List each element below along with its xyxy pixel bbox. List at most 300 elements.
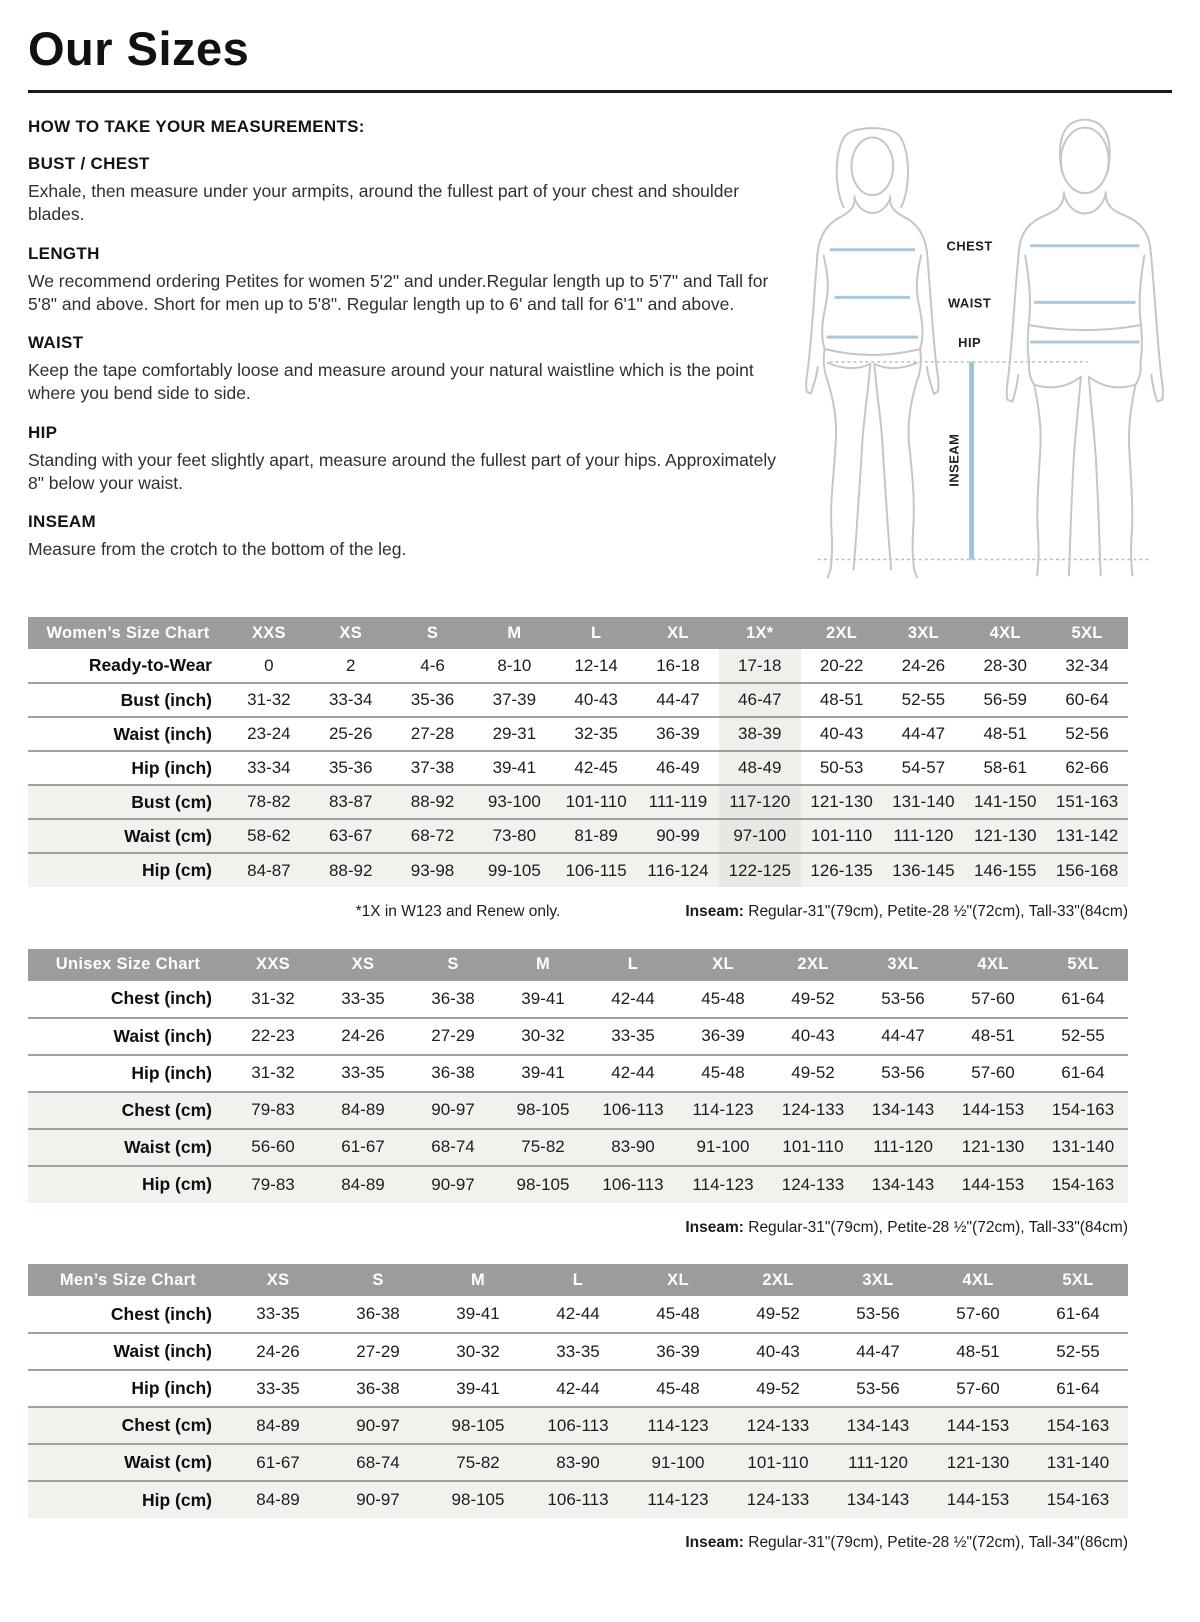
size-value-cell: 42-44 bbox=[611, 988, 655, 1008]
instructions-heading: HOW TO TAKE YOUR MEASUREMENTS: bbox=[28, 117, 365, 137]
size-value-cell: 62-66 bbox=[1046, 751, 1128, 785]
unisex-size-chart bbox=[28, 949, 1128, 1203]
size-value-cell: 101-110 bbox=[728, 1444, 828, 1481]
size-value-cell: 106-115 bbox=[555, 853, 637, 887]
size-value-cell: 68-74 bbox=[328, 1444, 428, 1481]
size-value-cell: 146-155 bbox=[964, 853, 1046, 887]
instruction-sections bbox=[28, 154, 780, 561]
size-value-cell: 48-51 bbox=[928, 1333, 1028, 1370]
body-measurement-diagram bbox=[780, 109, 1197, 587]
instruction-title: WAIST bbox=[28, 333, 84, 353]
footnote-inseam: Inseam: Regular-31"(79cm), Petite-28 ½"(72cm), Tall-34"(86cm) bbox=[685, 1534, 1128, 1552]
size-value-cell: 73-80 bbox=[473, 819, 555, 853]
size-value-cell: 98-105 bbox=[498, 1092, 588, 1129]
table-row bbox=[28, 1296, 1128, 1333]
size-value-cell: 36-39 bbox=[678, 1018, 768, 1055]
size-value-cell: 45-48 bbox=[701, 988, 745, 1008]
column-header: 2XL bbox=[768, 949, 858, 981]
size-value-cell: 27-29 bbox=[328, 1333, 428, 1370]
size-value-cell: 134-143 bbox=[828, 1481, 928, 1518]
row-label: Hip (cm) bbox=[28, 853, 228, 887]
size-value-cell: 111-120 bbox=[828, 1444, 928, 1481]
table-row bbox=[28, 785, 1128, 819]
mens-size-chart bbox=[28, 1264, 1128, 1518]
size-value-cell: 114-123 bbox=[678, 1166, 768, 1203]
size-value-cell: 2 bbox=[345, 655, 356, 675]
size-value-cell: 25-26 bbox=[310, 717, 392, 751]
row-label: Chest (cm) bbox=[28, 1407, 228, 1444]
size-value-cell: 134-143 bbox=[828, 1407, 928, 1444]
size-value-cell: 101-110 bbox=[768, 1129, 858, 1166]
size-value-cell: 36-39 bbox=[637, 717, 719, 751]
size-value-cell: 35-36 bbox=[310, 751, 392, 785]
size-value-cell: 58-61 bbox=[964, 751, 1046, 785]
size-value-cell: 131-140 bbox=[1028, 1444, 1128, 1481]
column-header: M bbox=[498, 949, 588, 981]
size-value-cell: 154-163 bbox=[1028, 1407, 1128, 1444]
row-label: Waist (inch) bbox=[28, 1333, 228, 1370]
size-value-cell: 81-89 bbox=[555, 819, 637, 853]
diagram-column bbox=[780, 117, 1197, 587]
row-label: Ready-to-Wear bbox=[88, 655, 212, 676]
size-value-cell: 44-47 bbox=[637, 683, 719, 717]
table-footnotes bbox=[28, 1532, 1128, 1554]
size-value-cell: 88-92 bbox=[392, 785, 474, 819]
column-header: XS bbox=[310, 617, 392, 649]
waist-label: WAIST bbox=[947, 295, 992, 311]
size-value-cell: 124-133 bbox=[768, 1092, 858, 1129]
column-header: 4XL bbox=[928, 1264, 1028, 1296]
row-label: Waist (cm) bbox=[28, 1444, 228, 1481]
female-figure bbox=[806, 128, 938, 577]
size-value-cell: 126-135 bbox=[801, 853, 883, 887]
table-row bbox=[28, 819, 1128, 853]
instruction-body: Exhale, then measure under your armpits, around the fullest part of your chest and shoulder blades. bbox=[28, 181, 740, 225]
size-value-cell: 121-130 bbox=[801, 785, 883, 819]
size-value-cell: 121-130 bbox=[964, 819, 1046, 853]
size-value-cell: 124-133 bbox=[728, 1407, 828, 1444]
size-value-cell: 141-150 bbox=[964, 785, 1046, 819]
instruction-title: BUST / CHEST bbox=[28, 154, 150, 174]
size-value-cell: 144-153 bbox=[928, 1407, 1028, 1444]
column-header: XL bbox=[637, 617, 719, 649]
size-value-cell: 37-39 bbox=[473, 683, 555, 717]
column-header: L bbox=[588, 949, 678, 981]
size-value-cell: 28-30 bbox=[983, 655, 1027, 675]
size-value-cell: 42-44 bbox=[556, 1304, 600, 1324]
table-title-cell: Unisex Size Chart bbox=[28, 949, 228, 981]
size-value-cell: 56-59 bbox=[964, 683, 1046, 717]
column-header: 3XL bbox=[883, 617, 965, 649]
column-header: 5XL bbox=[1028, 1264, 1128, 1296]
size-value-cell: 93-100 bbox=[473, 785, 555, 819]
size-value-cell: 30-32 bbox=[498, 1018, 588, 1055]
size-value-cell: 40-43 bbox=[768, 1018, 858, 1055]
size-value-cell: 27-28 bbox=[392, 717, 474, 751]
row-label: Hip (inch) bbox=[28, 751, 228, 785]
size-value-cell: 40-43 bbox=[555, 683, 637, 717]
size-value-cell: 12-14 bbox=[574, 655, 618, 675]
size-value-cell: 63-67 bbox=[310, 819, 392, 853]
table-footnotes bbox=[28, 901, 1128, 923]
hip-label: HIP bbox=[958, 335, 982, 351]
instruction-body: We recommend ordering Petites for women 5'2" and under.Regular length up to 5'7" and Tall for 5'8" and above. Short for men up to 5'8". Regular length up to 6' and tall for 6'1" and above. bbox=[28, 270, 769, 314]
footnote-note: *1X in W123 and Renew only. bbox=[355, 903, 561, 921]
size-value-cell: 44-47 bbox=[858, 1018, 948, 1055]
size-value-cell: 35-36 bbox=[392, 683, 474, 717]
column-header: XL bbox=[628, 1264, 728, 1296]
size-value-cell: 17-18 bbox=[719, 649, 801, 683]
size-value-cell: 42-45 bbox=[555, 751, 637, 785]
size-value-cell: 16-18 bbox=[656, 655, 700, 675]
size-value-cell: 61-64 bbox=[1028, 1370, 1128, 1407]
size-value-cell: 84-89 bbox=[318, 1092, 408, 1129]
table-title-cell: Women’s Size Chart bbox=[28, 617, 228, 649]
footnote-inseam-label: Inseam: bbox=[685, 1218, 744, 1236]
instruction-section bbox=[28, 154, 780, 227]
column-header: 4XL bbox=[964, 617, 1046, 649]
size-value-cell: 49-52 bbox=[728, 1370, 828, 1407]
column-header: S bbox=[328, 1264, 428, 1296]
size-value-cell: 68-72 bbox=[392, 819, 474, 853]
size-value-cell: 88-92 bbox=[310, 853, 392, 887]
size-value-cell: 52-55 bbox=[883, 683, 965, 717]
size-value-cell: 4-6 bbox=[420, 655, 445, 675]
size-value-cell: 114-123 bbox=[678, 1092, 768, 1129]
size-value-cell: 39-41 bbox=[473, 751, 555, 785]
size-value-cell: 39-41 bbox=[498, 1055, 588, 1092]
size-value-cell: 121-130 bbox=[928, 1444, 1028, 1481]
size-value-cell: 30-32 bbox=[428, 1333, 528, 1370]
size-value-cell: 44-47 bbox=[883, 717, 965, 751]
table-row bbox=[28, 717, 1128, 751]
instruction-title: LENGTH bbox=[28, 243, 100, 263]
instruction-title: INSEAM bbox=[28, 512, 96, 532]
size-value-cell: 83-90 bbox=[588, 1129, 678, 1166]
size-value-cell: 98-105 bbox=[428, 1407, 528, 1444]
size-value-cell: 31-32 bbox=[228, 1055, 318, 1092]
size-value-cell: 45-48 bbox=[628, 1370, 728, 1407]
size-value-cell: 53-56 bbox=[856, 1304, 900, 1324]
size-value-cell: 106-113 bbox=[588, 1092, 678, 1129]
row-label: Waist (cm) bbox=[28, 1129, 228, 1166]
size-value-cell: 84-89 bbox=[228, 1481, 328, 1518]
size-value-cell: 75-82 bbox=[428, 1444, 528, 1481]
size-value-cell: 33-34 bbox=[228, 751, 310, 785]
size-value-cell: 68-74 bbox=[408, 1129, 498, 1166]
size-value-cell: 79-83 bbox=[228, 1092, 318, 1129]
size-value-cell: 124-133 bbox=[768, 1166, 858, 1203]
size-value-cell: 49-52 bbox=[768, 1055, 858, 1092]
table-row bbox=[28, 1407, 1128, 1444]
table-title-cell: Men’s Size Chart bbox=[28, 1264, 228, 1296]
size-value-cell: 61-64 bbox=[1038, 1055, 1128, 1092]
table-row bbox=[28, 683, 1128, 717]
page-title: Our Sizes bbox=[28, 22, 250, 75]
size-value-cell: 122-125 bbox=[719, 853, 801, 887]
size-value-cell: 57-60 bbox=[971, 988, 1015, 1008]
size-value-cell: 52-56 bbox=[1046, 717, 1128, 751]
womens-size-chart bbox=[28, 617, 1128, 887]
row-label: Chest (inch) bbox=[110, 988, 212, 1009]
instruction-section bbox=[28, 512, 780, 561]
instruction-body: Measure from the crotch to the bottom of the leg. bbox=[28, 539, 407, 560]
instruction-body: Standing with your feet slightly apart, measure around the fullest part of your hips. Approximately 8" below your waist. bbox=[28, 449, 777, 493]
size-value-cell: 84-89 bbox=[318, 1166, 408, 1203]
size-value-cell: 39-41 bbox=[456, 1304, 500, 1324]
size-value-cell: 124-133 bbox=[728, 1481, 828, 1518]
size-value-cell: 84-87 bbox=[228, 853, 310, 887]
size-value-cell: 53-56 bbox=[828, 1370, 928, 1407]
size-value-cell: 90-97 bbox=[408, 1166, 498, 1203]
size-value-cell: 32-34 bbox=[1065, 655, 1109, 675]
size-value-cell: 39-41 bbox=[428, 1370, 528, 1407]
row-label: Chest (inch) bbox=[110, 1303, 212, 1324]
size-value-cell: 131-140 bbox=[883, 785, 965, 819]
size-value-cell: 33-35 bbox=[588, 1018, 678, 1055]
size-value-cell: 91-100 bbox=[678, 1129, 768, 1166]
table-row bbox=[28, 1444, 1128, 1481]
size-value-cell: 44-47 bbox=[828, 1333, 928, 1370]
size-value-cell: 31-32 bbox=[251, 988, 295, 1008]
size-value-cell: 49-52 bbox=[791, 988, 835, 1008]
row-label: Waist (cm) bbox=[28, 819, 228, 853]
size-value-cell: 48-51 bbox=[964, 717, 1046, 751]
column-header: XXS bbox=[228, 617, 310, 649]
size-value-cell: 50-53 bbox=[801, 751, 883, 785]
size-value-cell: 97-100 bbox=[719, 819, 801, 853]
title-divider bbox=[28, 90, 1172, 93]
size-value-cell: 144-153 bbox=[948, 1166, 1038, 1203]
size-value-cell: 33-35 bbox=[528, 1333, 628, 1370]
column-header: 2XL bbox=[728, 1264, 828, 1296]
size-value-cell: 111-119 bbox=[637, 785, 719, 819]
row-label: Hip (inch) bbox=[28, 1055, 228, 1092]
size-value-cell: 117-120 bbox=[719, 785, 801, 819]
size-value-cell: 75-82 bbox=[498, 1129, 588, 1166]
column-header: M bbox=[473, 617, 555, 649]
size-value-cell: 33-34 bbox=[310, 683, 392, 717]
footnote-inseam-label: Inseam: bbox=[685, 903, 744, 921]
row-label: Waist (inch) bbox=[28, 717, 228, 751]
size-value-cell: 61-64 bbox=[1061, 988, 1105, 1008]
size-value-cell: 57-60 bbox=[956, 1304, 1000, 1324]
size-value-cell: 57-60 bbox=[948, 1055, 1038, 1092]
size-value-cell: 36-38 bbox=[431, 988, 475, 1008]
table-row bbox=[28, 1018, 1128, 1055]
column-header: XXS bbox=[228, 949, 318, 981]
size-value-cell: 93-98 bbox=[392, 853, 474, 887]
size-value-cell: 36-38 bbox=[356, 1304, 400, 1324]
measurement-guide bbox=[28, 117, 1172, 587]
table-row bbox=[28, 1166, 1128, 1203]
table-header-row bbox=[28, 617, 1128, 649]
size-value-cell: 42-44 bbox=[588, 1055, 678, 1092]
size-value-cell: 144-153 bbox=[928, 1481, 1028, 1518]
row-label: Hip (inch) bbox=[28, 1370, 228, 1407]
column-header: 4XL bbox=[948, 949, 1038, 981]
size-value-cell: 99-105 bbox=[473, 853, 555, 887]
male-figure bbox=[1007, 120, 1163, 576]
column-header: XS bbox=[228, 1264, 328, 1296]
column-header: XS bbox=[318, 949, 408, 981]
size-value-cell: 144-153 bbox=[948, 1092, 1038, 1129]
size-value-cell: 23-24 bbox=[228, 717, 310, 751]
size-value-cell: 57-60 bbox=[928, 1370, 1028, 1407]
size-value-cell: 114-123 bbox=[628, 1407, 728, 1444]
size-value-cell: 48-51 bbox=[801, 683, 883, 717]
column-header: S bbox=[408, 949, 498, 981]
table-row bbox=[28, 1333, 1128, 1370]
size-value-cell: 101-110 bbox=[801, 819, 883, 853]
size-value-cell: 58-62 bbox=[228, 819, 310, 853]
size-value-cell: 24-26 bbox=[901, 655, 946, 675]
size-value-cell: 49-52 bbox=[756, 1304, 800, 1324]
size-value-cell: 83-87 bbox=[310, 785, 392, 819]
size-value-cell: 53-56 bbox=[881, 988, 925, 1008]
table-footnotes bbox=[28, 1217, 1128, 1239]
table-row bbox=[28, 649, 1128, 683]
size-value-cell: 40-43 bbox=[801, 717, 883, 751]
size-value-cell: 52-55 bbox=[1028, 1333, 1128, 1370]
size-value-cell: 90-97 bbox=[328, 1481, 428, 1518]
footnote-inseam: Inseam: Regular-31"(79cm), Petite-28 ½"(72cm), Tall-33"(84cm) bbox=[685, 1218, 1128, 1236]
size-value-cell: 27-29 bbox=[408, 1018, 498, 1055]
size-value-cell: 131-140 bbox=[1038, 1129, 1128, 1166]
size-value-cell: 32-35 bbox=[555, 717, 637, 751]
size-value-cell: 33-35 bbox=[228, 1370, 328, 1407]
column-header: M bbox=[428, 1264, 528, 1296]
instructions-column bbox=[28, 117, 780, 587]
row-label: Hip (cm) bbox=[28, 1166, 228, 1203]
size-value-cell: 156-168 bbox=[1046, 853, 1128, 887]
footnote-inseam: Inseam: Regular-31"(79cm), Petite-28 ½"(72cm), Tall-33"(84cm) bbox=[685, 903, 1128, 921]
size-value-cell: 61-64 bbox=[1056, 1304, 1100, 1324]
size-value-cell: 31-32 bbox=[228, 683, 310, 717]
size-value-cell: 48-49 bbox=[719, 751, 801, 785]
size-value-cell: 40-43 bbox=[728, 1333, 828, 1370]
size-value-cell: 20-22 bbox=[819, 655, 864, 675]
size-value-cell: 84-89 bbox=[228, 1407, 328, 1444]
size-value-cell: 29-31 bbox=[473, 717, 555, 751]
size-value-cell: 61-67 bbox=[318, 1129, 408, 1166]
size-value-cell: 45-48 bbox=[656, 1304, 700, 1324]
size-value-cell: 131-142 bbox=[1046, 819, 1128, 853]
size-value-cell: 111-120 bbox=[858, 1129, 948, 1166]
size-value-cell: 33-35 bbox=[341, 988, 385, 1008]
size-value-cell: 91-100 bbox=[628, 1444, 728, 1481]
size-value-cell: 38-39 bbox=[719, 717, 801, 751]
table-row bbox=[28, 1129, 1128, 1166]
size-value-cell: 52-55 bbox=[1038, 1018, 1128, 1055]
size-value-cell: 48-51 bbox=[948, 1018, 1038, 1055]
size-value-cell: 45-48 bbox=[678, 1055, 768, 1092]
chest-label: CHEST bbox=[946, 238, 993, 254]
column-header: 5XL bbox=[1038, 949, 1128, 981]
size-value-cell: 78-82 bbox=[228, 785, 310, 819]
row-label: Hip (cm) bbox=[28, 1481, 228, 1518]
size-value-cell: 83-90 bbox=[528, 1444, 628, 1481]
table-row bbox=[28, 1092, 1128, 1129]
instruction-title: HIP bbox=[28, 422, 58, 442]
table-header-row bbox=[28, 949, 1128, 981]
size-value-cell: 154-163 bbox=[1038, 1092, 1128, 1129]
size-value-cell: 106-113 bbox=[528, 1407, 628, 1444]
size-value-cell: 53-56 bbox=[858, 1055, 948, 1092]
size-value-cell: 0 bbox=[264, 655, 274, 675]
column-header: 3XL bbox=[858, 949, 948, 981]
size-value-cell: 106-113 bbox=[588, 1166, 678, 1203]
instruction-section bbox=[28, 244, 780, 317]
size-value-cell: 114-123 bbox=[628, 1481, 728, 1518]
row-label: Waist (inch) bbox=[28, 1018, 228, 1055]
inseam-label: INSEAM bbox=[946, 433, 962, 487]
size-value-cell: 37-38 bbox=[392, 751, 474, 785]
size-value-cell: 90-97 bbox=[328, 1407, 428, 1444]
size-value-cell: 106-113 bbox=[528, 1481, 628, 1518]
size-value-cell: 24-26 bbox=[318, 1018, 408, 1055]
table-row bbox=[28, 1481, 1128, 1518]
column-header: S bbox=[392, 617, 474, 649]
table-row bbox=[28, 1370, 1128, 1407]
row-label: Bust (cm) bbox=[28, 785, 228, 819]
row-label: Chest (cm) bbox=[28, 1092, 228, 1129]
size-value-cell: 154-163 bbox=[1028, 1481, 1128, 1518]
instruction-section bbox=[28, 333, 780, 406]
size-value-cell: 90-99 bbox=[637, 819, 719, 853]
instruction-section bbox=[28, 423, 780, 496]
size-value-cell: 134-143 bbox=[858, 1092, 948, 1129]
column-header: 3XL bbox=[828, 1264, 928, 1296]
size-value-cell: 39-41 bbox=[521, 988, 565, 1008]
column-header: 2XL bbox=[801, 617, 883, 649]
column-header: 5XL bbox=[1046, 617, 1128, 649]
size-value-cell: 61-67 bbox=[228, 1444, 328, 1481]
size-value-cell: 33-35 bbox=[318, 1055, 408, 1092]
size-value-cell: 90-97 bbox=[408, 1092, 498, 1129]
instruction-body: Keep the tape comfortably loose and measure around your natural waistline which is the point where you bend side to side. bbox=[28, 360, 754, 404]
column-header: L bbox=[528, 1264, 628, 1296]
size-value-cell: 151-163 bbox=[1046, 785, 1128, 819]
size-value-cell: 154-163 bbox=[1038, 1166, 1128, 1203]
size-value-cell: 116-124 bbox=[637, 853, 719, 887]
column-header: XL bbox=[678, 949, 768, 981]
size-value-cell: 134-143 bbox=[858, 1166, 948, 1203]
footnote-inseam-label: Inseam: bbox=[685, 1534, 744, 1552]
column-header: 1X* bbox=[719, 617, 801, 649]
table-row bbox=[28, 751, 1128, 785]
size-value-cell: 121-130 bbox=[948, 1129, 1038, 1166]
size-value-cell: 24-26 bbox=[228, 1333, 328, 1370]
size-value-cell: 46-47 bbox=[719, 683, 801, 717]
size-tables bbox=[28, 617, 1172, 1554]
table-header-row bbox=[28, 1264, 1128, 1296]
table-row bbox=[28, 853, 1128, 887]
size-value-cell: 54-57 bbox=[883, 751, 965, 785]
size-value-cell: 46-49 bbox=[637, 751, 719, 785]
size-value-cell: 101-110 bbox=[555, 785, 637, 819]
table-row bbox=[28, 1055, 1128, 1092]
size-value-cell: 136-145 bbox=[883, 853, 965, 887]
size-value-cell: 98-105 bbox=[428, 1481, 528, 1518]
size-value-cell: 56-60 bbox=[228, 1129, 318, 1166]
size-value-cell: 36-38 bbox=[328, 1370, 428, 1407]
size-value-cell: 111-120 bbox=[883, 819, 965, 853]
row-label: Bust (inch) bbox=[28, 683, 228, 717]
size-value-cell: 42-44 bbox=[528, 1370, 628, 1407]
size-value-cell: 36-39 bbox=[628, 1333, 728, 1370]
size-value-cell: 33-35 bbox=[256, 1304, 300, 1324]
